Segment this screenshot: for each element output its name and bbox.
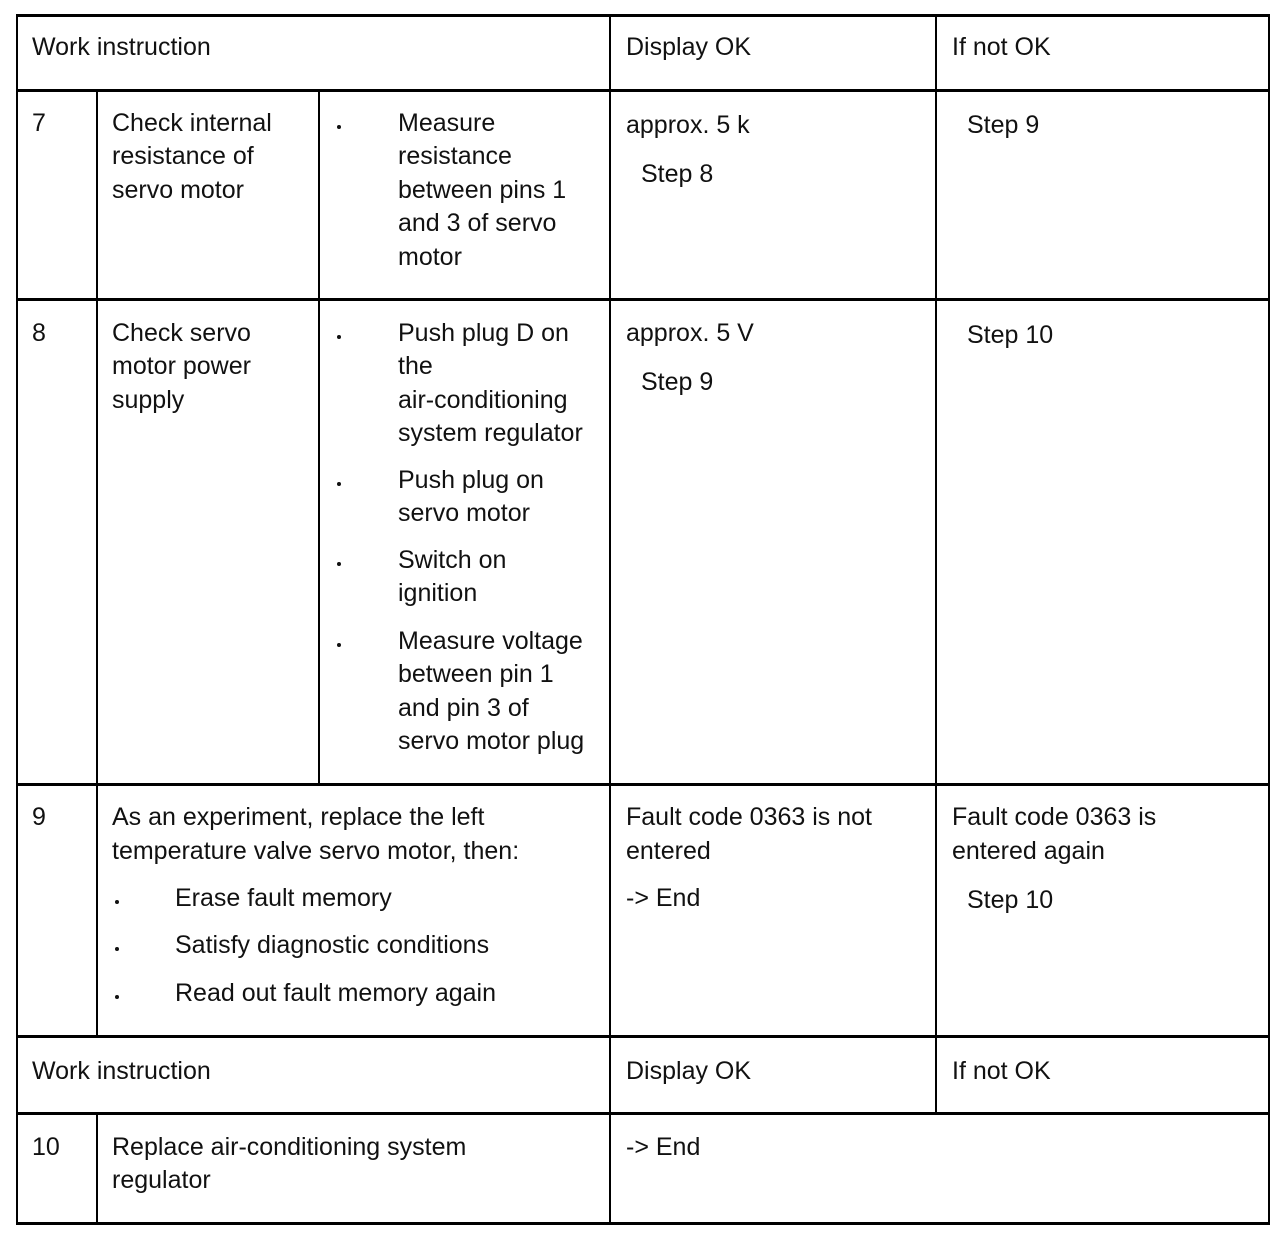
action-line: servo motor bbox=[398, 499, 530, 527]
action-line: the bbox=[398, 352, 433, 380]
ok-next-step: Step 8 bbox=[641, 160, 714, 188]
task-line: servo motor bbox=[112, 176, 244, 204]
notok-next-step: Step 10 bbox=[967, 886, 1054, 914]
action-line: Erase fault memory bbox=[175, 884, 392, 912]
row-divider bbox=[16, 1112, 1270, 1115]
task-line: supply bbox=[112, 386, 185, 414]
step-number: 7 bbox=[32, 109, 46, 137]
ok-result: approx. 5 k bbox=[626, 111, 750, 139]
task-line: temperature valve servo motor, then: bbox=[112, 837, 520, 865]
table-border-top bbox=[16, 14, 1270, 17]
column-divider bbox=[96, 1112, 98, 1225]
row-divider bbox=[16, 298, 1270, 301]
notok-next-step: Step 10 bbox=[967, 321, 1054, 349]
table-border-right bbox=[1268, 14, 1270, 1225]
bullet-icon bbox=[337, 335, 341, 339]
ok-next-step: Step 9 bbox=[641, 368, 714, 396]
action-line: Measure bbox=[398, 109, 496, 137]
task-line: Check internal bbox=[112, 109, 272, 137]
action-line: Push plug on bbox=[398, 466, 544, 494]
ok-next-step: -> End bbox=[626, 884, 701, 912]
column-divider bbox=[935, 14, 937, 1114]
header-work-instruction: Work instruction bbox=[32, 1057, 211, 1085]
table-border-left bbox=[16, 14, 18, 1225]
header-if-not-ok: If not OK bbox=[952, 1057, 1051, 1085]
bullet-icon bbox=[115, 995, 119, 999]
action-line: Satisfy diagnostic conditions bbox=[175, 931, 490, 959]
bullet-icon bbox=[337, 482, 341, 486]
task-line: Replace air-conditioning system bbox=[112, 1133, 467, 1161]
action-line: between pins 1 bbox=[398, 176, 567, 204]
task-line: regulator bbox=[112, 1166, 211, 1194]
row-divider bbox=[16, 783, 1270, 786]
row-divider bbox=[16, 89, 1270, 92]
task-line: Check servo bbox=[112, 319, 251, 347]
action-line: Read out fault memory again bbox=[175, 979, 497, 1007]
task-line: As an experiment, replace the left bbox=[112, 803, 485, 831]
bullet-icon bbox=[337, 125, 341, 129]
step-number: 10 bbox=[32, 1133, 60, 1161]
action-line: system regulator bbox=[398, 419, 583, 447]
action-line: Push plug D on bbox=[398, 319, 569, 347]
action-line: between pin 1 bbox=[398, 660, 554, 688]
action-line: Switch on bbox=[398, 546, 507, 574]
task-line: resistance of bbox=[112, 142, 254, 170]
action-line: motor bbox=[398, 243, 462, 271]
bullet-icon bbox=[115, 900, 119, 904]
table-border-bottom bbox=[16, 1222, 1270, 1225]
notok-next-step: Step 9 bbox=[967, 111, 1040, 139]
header-work-instruction: Work instruction bbox=[32, 33, 211, 61]
task-line: motor power bbox=[112, 352, 251, 380]
bullet-icon bbox=[115, 947, 119, 951]
bullet-icon bbox=[337, 562, 341, 566]
action-line: resistance bbox=[398, 142, 512, 170]
step-number: 9 bbox=[32, 803, 46, 831]
ok-result: approx. 5 V bbox=[626, 319, 754, 347]
bullet-icon bbox=[337, 643, 341, 647]
action-line: ignition bbox=[398, 579, 478, 607]
action-line: Measure voltage bbox=[398, 627, 583, 655]
ok-next-step: -> End bbox=[626, 1133, 701, 1161]
header-display-ok: Display OK bbox=[626, 33, 752, 61]
header-if-not-ok: If not OK bbox=[952, 33, 1051, 61]
ok-result: entered bbox=[626, 837, 711, 865]
row-divider bbox=[16, 1035, 1270, 1038]
column-divider bbox=[609, 14, 611, 1225]
action-line: and 3 of servo bbox=[398, 209, 557, 237]
notok-result: entered again bbox=[952, 837, 1105, 865]
action-line: servo motor plug bbox=[398, 727, 585, 755]
action-line: and pin 3 of bbox=[398, 694, 529, 722]
ok-result: Fault code 0363 is not bbox=[626, 803, 872, 831]
column-divider bbox=[318, 89, 320, 785]
header-display-ok: Display OK bbox=[626, 1057, 752, 1085]
notok-result: Fault code 0363 is bbox=[952, 803, 1157, 831]
step-number: 8 bbox=[32, 319, 46, 347]
action-line: air-conditioning bbox=[398, 386, 568, 414]
column-divider bbox=[96, 89, 98, 1037]
